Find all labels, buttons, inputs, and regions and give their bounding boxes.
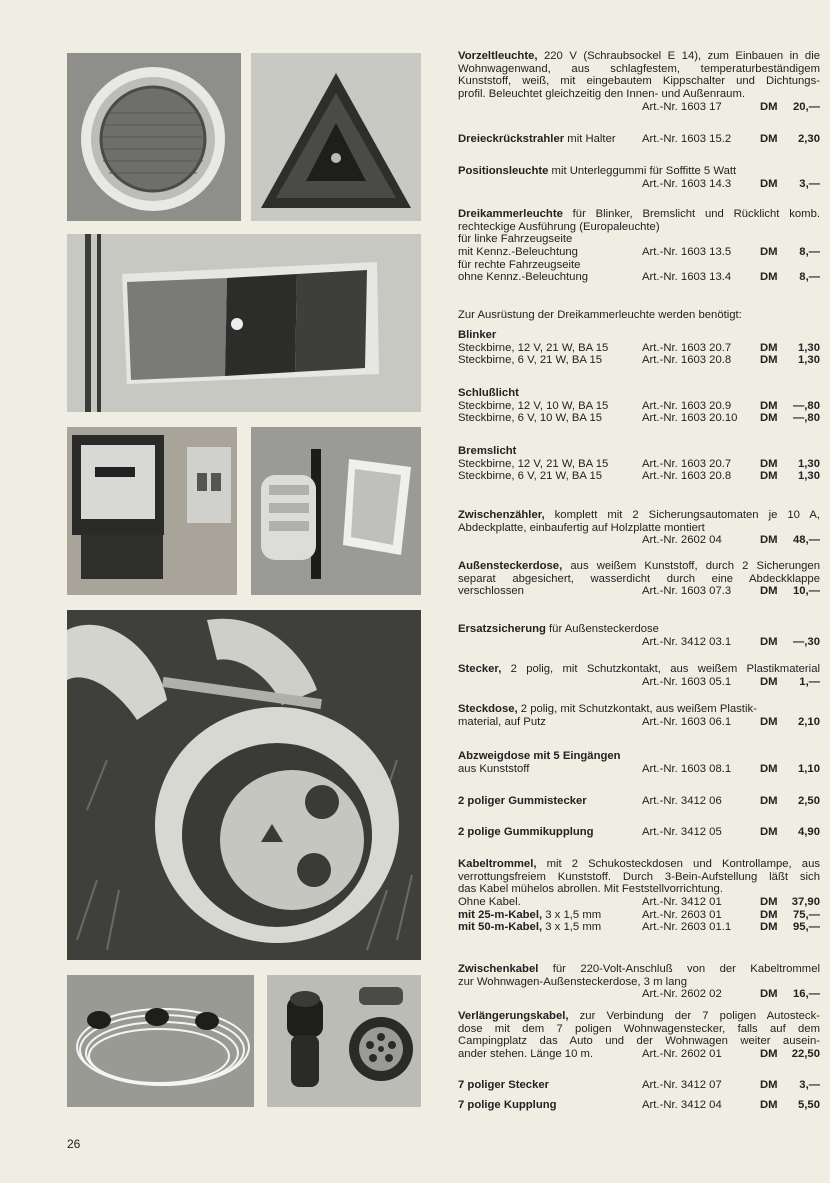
entry-line bbox=[458, 909, 820, 922]
price: 1,30 bbox=[798, 457, 820, 470]
entry-dreieck bbox=[458, 133, 820, 146]
line-description bbox=[458, 342, 608, 354]
entry-line bbox=[458, 976, 820, 989]
line-description bbox=[458, 909, 601, 921]
line-description bbox=[458, 560, 820, 572]
description-text: das Kabel mühelos abrollen. Mit Feststellvorrichtung. bbox=[458, 883, 723, 896]
price: —,30 bbox=[792, 635, 820, 648]
line-description bbox=[458, 208, 820, 220]
line-description bbox=[458, 271, 588, 283]
price: 22,50 bbox=[791, 1048, 820, 1061]
line-description bbox=[458, 1035, 820, 1047]
product-name: Positionsleuchte bbox=[458, 165, 549, 177]
description-text: verrottungsfreiem Kunststoff. Durch 3-Bein-Aufstellung läßt sich bbox=[458, 870, 820, 883]
article-number: Art.-Nr. 2602 04 bbox=[642, 534, 722, 547]
currency-label: DM bbox=[760, 246, 778, 259]
price: —,80 bbox=[792, 399, 820, 412]
line-description bbox=[458, 750, 621, 762]
line-description bbox=[458, 445, 516, 457]
entry-kabeltrommel bbox=[458, 858, 820, 934]
price: 4,90 bbox=[798, 826, 820, 838]
entry-schluss bbox=[458, 387, 820, 425]
entry-line bbox=[458, 560, 820, 573]
line-description bbox=[458, 233, 572, 245]
entry-zurausruestung bbox=[458, 309, 820, 322]
description-text: Steckbirne, 12 V, 21 W, BA 15 bbox=[458, 341, 609, 354]
entry-line bbox=[458, 354, 820, 367]
line-description bbox=[458, 522, 705, 534]
entry-line bbox=[458, 329, 820, 342]
line-description bbox=[458, 1048, 593, 1060]
currency-label: DM bbox=[760, 826, 778, 838]
line-description bbox=[458, 826, 594, 838]
entry-zwischenkabel bbox=[458, 963, 820, 1001]
entry-line bbox=[458, 509, 820, 522]
line-description bbox=[458, 585, 524, 597]
line-description bbox=[458, 63, 820, 75]
entry-brems bbox=[458, 445, 820, 483]
entry-line bbox=[458, 50, 820, 63]
entry-line bbox=[458, 522, 820, 535]
line-description bbox=[458, 1079, 549, 1091]
description-text: mit Kennz.-Beleuchtung bbox=[458, 246, 578, 259]
description-text: dose mit dem 7 poligen Wohnwagenstecker, falls auf dem bbox=[458, 1022, 820, 1035]
entry-line bbox=[458, 342, 820, 355]
entry-line bbox=[458, 1023, 820, 1036]
line-description bbox=[458, 703, 757, 715]
description-text: für rechte Fahrzeugseite bbox=[458, 258, 581, 271]
description-text: 220 V (Schraubsockel E 14), zum Einbauen in die bbox=[537, 50, 820, 62]
line-description bbox=[458, 470, 602, 482]
entry-line bbox=[458, 208, 820, 221]
price: 20,— bbox=[792, 100, 820, 113]
entry-line bbox=[458, 1048, 820, 1061]
entry-line bbox=[458, 871, 820, 884]
line-description bbox=[458, 573, 820, 585]
product-name: Ersatzsicherung bbox=[458, 623, 546, 635]
price: 75,— bbox=[792, 908, 820, 921]
description-text: Steckbirne, 6 V, 10 W, BA 15 bbox=[458, 412, 603, 425]
photo-kabeltrommel bbox=[67, 610, 421, 960]
description-text: ohne Kennz.-Beleuchtung bbox=[458, 271, 589, 284]
article-number: Art.-Nr. 1603 20.7 bbox=[642, 457, 732, 470]
line-description bbox=[458, 976, 687, 988]
entry-siebenkupplung bbox=[458, 1099, 820, 1112]
currency-label: DM bbox=[760, 585, 778, 598]
price: 2,10 bbox=[798, 715, 820, 728]
description-text: 3 x 1,5 mm bbox=[542, 921, 602, 934]
price: 3,— bbox=[799, 177, 820, 190]
entry-line bbox=[458, 271, 820, 284]
entry-zaehler bbox=[458, 509, 820, 547]
photo-siebenpolig-stecker-kupplung bbox=[267, 975, 421, 1107]
entry-line bbox=[458, 963, 820, 976]
entry-line bbox=[458, 412, 820, 425]
line-description bbox=[458, 412, 602, 424]
currency-label: DM bbox=[760, 133, 778, 145]
currency-label: DM bbox=[760, 1079, 778, 1091]
entry-line bbox=[458, 896, 820, 909]
product-name: Abzweigdose mit 5 Eingängen bbox=[458, 750, 621, 762]
entry-line bbox=[458, 826, 820, 839]
line-description bbox=[458, 623, 659, 635]
photo-dreikammerleuchte bbox=[67, 234, 421, 412]
article-number: Art.-Nr. 3412 06 bbox=[642, 795, 722, 807]
description-text: Steckbirne, 12 V, 21 W, BA 15 bbox=[458, 457, 609, 470]
description-text: Abdeckplatte, einbaufertig auf Holzplatte montiert bbox=[458, 521, 705, 534]
product-name: 2 poliger Gummistecker bbox=[458, 795, 587, 807]
price: 2,30 bbox=[798, 133, 820, 145]
currency-label: DM bbox=[760, 1099, 778, 1111]
line-description bbox=[458, 246, 578, 258]
entry-gummikupplung bbox=[458, 826, 820, 839]
entry-line bbox=[458, 259, 820, 272]
line-description bbox=[458, 221, 660, 233]
entry-line bbox=[458, 573, 820, 586]
entry-line bbox=[458, 178, 820, 191]
entry-line bbox=[458, 676, 820, 689]
article-number: Art.-Nr. 3412 04 bbox=[642, 1099, 722, 1111]
description-text: Campingplatz das Auto und der Wohnwagen weiter ausein- bbox=[458, 1035, 820, 1048]
description-text: zur Verbindung der 7 poligen Autosteck- bbox=[568, 1010, 820, 1022]
line-description bbox=[458, 663, 820, 675]
currency-label: DM bbox=[760, 271, 778, 284]
currency-label: DM bbox=[760, 635, 778, 648]
article-number: Art.-Nr. 1603 08.1 bbox=[642, 762, 732, 775]
product-name: Zwischenzähler, bbox=[458, 509, 545, 521]
description-text: 2 polig, mit Schutzkontakt, aus weißem Plastik- bbox=[517, 703, 757, 715]
entry-line bbox=[458, 63, 820, 76]
entry-vorzelt bbox=[458, 50, 820, 113]
line-description bbox=[458, 400, 608, 412]
line-description bbox=[458, 963, 820, 975]
price: 10,— bbox=[792, 585, 820, 598]
entry-line bbox=[458, 763, 820, 776]
description-text: Zur Ausrüstung der Dreikammerleuchte werden benötigt: bbox=[458, 309, 742, 321]
article-number: Art.-Nr. 3412 01 bbox=[642, 896, 722, 909]
line-description bbox=[458, 1099, 557, 1111]
line-description bbox=[458, 716, 546, 728]
entry-line bbox=[458, 165, 820, 178]
product-name: Dreikammerleuchte bbox=[458, 208, 563, 220]
price: 8,— bbox=[799, 271, 820, 284]
article-number: Art.-Nr. 1603 20.9 bbox=[642, 399, 732, 412]
currency-label: DM bbox=[760, 534, 778, 547]
line-description bbox=[458, 75, 820, 87]
entry-line bbox=[458, 387, 820, 400]
description-text: Wohnwagenwand, aus schlagfestem, temperaturbeständigem bbox=[458, 62, 820, 75]
description-text: Steckbirne, 12 V, 10 W, BA 15 bbox=[458, 399, 609, 412]
price: 48,— bbox=[792, 534, 820, 547]
article-number: Art.-Nr. 2602 02 bbox=[642, 988, 722, 1001]
entry-line bbox=[458, 883, 820, 896]
line-description bbox=[458, 133, 616, 145]
price: 1,30 bbox=[798, 470, 820, 483]
product-name: Außensteckerdose, bbox=[458, 560, 563, 572]
entry-line bbox=[458, 716, 820, 729]
photo-zwischenzaehler bbox=[67, 427, 237, 595]
entry-line bbox=[458, 470, 820, 483]
description-text: Steckbirne, 6 V, 21 W, BA 15 bbox=[458, 470, 603, 483]
currency-label: DM bbox=[760, 921, 778, 934]
line-description bbox=[458, 259, 580, 271]
description-text: profil. Beleuchtet gleichzeitig den Innen- und Außenraum. bbox=[458, 88, 745, 101]
description-text: separat abgesichert, wasserdicht durch eine Abdeckklappe bbox=[458, 572, 820, 585]
product-name: Vorzeltleuchte, bbox=[458, 50, 538, 62]
product-name: Zwischenkabel bbox=[458, 963, 539, 975]
article-number: Art.-Nr. 1603 07.3 bbox=[642, 585, 732, 598]
description-text: für Außensteckerdose bbox=[545, 623, 659, 635]
entry-line bbox=[458, 1099, 820, 1112]
entry-line bbox=[458, 445, 820, 458]
entry-line bbox=[458, 1010, 820, 1023]
price: 1,30 bbox=[798, 354, 820, 367]
entry-line bbox=[458, 795, 820, 808]
currency-label: DM bbox=[760, 341, 778, 354]
article-number: Art.-Nr. 2603 01.1 bbox=[642, 921, 732, 934]
price: 8,— bbox=[799, 246, 820, 259]
currency-label: DM bbox=[760, 896, 778, 909]
entry-line bbox=[458, 400, 820, 413]
product-name: Verlängerungskabel, bbox=[458, 1010, 569, 1022]
line-description bbox=[458, 387, 519, 399]
description-text: ander stehen. Länge 10 m. bbox=[458, 1048, 594, 1061]
photo-vorzeltleuchte bbox=[67, 53, 241, 221]
currency-label: DM bbox=[760, 100, 778, 113]
product-name: 7 poliger Stecker bbox=[458, 1079, 550, 1091]
line-description bbox=[458, 795, 587, 807]
entry-line bbox=[458, 309, 820, 322]
article-number: Art.-Nr. 3412 05 bbox=[642, 826, 722, 838]
price: 1,10 bbox=[798, 762, 820, 775]
article-number: Art.-Nr. 1603 20.8 bbox=[642, 354, 732, 367]
line-description bbox=[458, 871, 820, 883]
line-description bbox=[458, 763, 529, 775]
currency-label: DM bbox=[760, 1048, 778, 1061]
product-name: 7 polige Kupplung bbox=[458, 1099, 557, 1111]
product-name: Stecker, bbox=[458, 663, 502, 675]
entry-line bbox=[458, 623, 820, 636]
description-text: aus Kunststoff bbox=[458, 762, 530, 775]
description-text: 2 polig, mit Schutzkontakt, aus weißem Plastikmaterial bbox=[501, 663, 820, 675]
price: 5,50 bbox=[798, 1099, 820, 1111]
article-number: Art.-Nr. 1603 05.1 bbox=[642, 675, 732, 688]
product-name: Bremslicht bbox=[458, 445, 517, 457]
entry-line bbox=[458, 458, 820, 471]
line-description bbox=[458, 1023, 820, 1035]
currency-label: DM bbox=[760, 412, 778, 425]
entry-blinker bbox=[458, 329, 820, 367]
entry-gummistecker bbox=[458, 795, 820, 808]
entry-line bbox=[458, 585, 820, 598]
entry-line bbox=[458, 75, 820, 88]
price: 37,90 bbox=[791, 896, 820, 909]
currency-label: DM bbox=[760, 177, 778, 190]
entry-line bbox=[458, 221, 820, 234]
currency-label: DM bbox=[760, 795, 778, 807]
price: 1,30 bbox=[798, 341, 820, 354]
photo-verlaengerungskabel bbox=[67, 975, 254, 1107]
entry-line bbox=[458, 858, 820, 871]
product-name: mit 25-m-Kabel, bbox=[458, 908, 543, 921]
product-name: Kabeltrommel, bbox=[458, 858, 537, 870]
entry-line bbox=[458, 703, 820, 716]
description-text: 3 x 1,5 mm bbox=[542, 908, 602, 921]
currency-label: DM bbox=[760, 988, 778, 1001]
entry-aussensteck bbox=[458, 560, 820, 598]
price: —,80 bbox=[792, 412, 820, 425]
article-number: Art.-Nr. 1603 14.3 bbox=[642, 177, 732, 190]
entry-ersatz bbox=[458, 623, 820, 648]
article-number: Art.-Nr. 1603 13.4 bbox=[642, 271, 732, 284]
product-name: mit 50-m-Kabel, bbox=[458, 921, 543, 934]
entry-line bbox=[458, 1035, 820, 1048]
line-description bbox=[458, 88, 745, 100]
entry-line bbox=[458, 1079, 820, 1092]
description-text: für Blinker, Bremslicht und Rücklicht komb. bbox=[562, 208, 820, 220]
product-name: Steckdose, bbox=[458, 703, 518, 715]
description-text: rechteckige Ausführung (Europaleuchte) bbox=[458, 220, 660, 233]
entry-line bbox=[458, 750, 820, 763]
currency-label: DM bbox=[760, 470, 778, 483]
article-number: Art.-Nr. 3412 03.1 bbox=[642, 635, 732, 648]
entry-line bbox=[458, 246, 820, 259]
photo-dreieckrueckstrahler bbox=[251, 53, 421, 221]
line-description bbox=[458, 896, 521, 908]
description-text: mit Halter bbox=[564, 133, 616, 145]
product-name: Dreieckrückstrahler bbox=[458, 133, 565, 145]
entry-line bbox=[458, 133, 820, 146]
description-text: Ohne Kabel. bbox=[458, 896, 521, 909]
line-description bbox=[458, 858, 820, 870]
article-number: Art.-Nr. 2602 01 bbox=[642, 1048, 722, 1061]
currency-label: DM bbox=[760, 908, 778, 921]
entry-line bbox=[458, 88, 820, 101]
description-text: komplett mit 2 Sicherungsautomaten je 10 A, bbox=[544, 509, 820, 521]
entry-line bbox=[458, 921, 820, 934]
price: 2,50 bbox=[798, 795, 820, 807]
line-description bbox=[458, 883, 723, 895]
article-number: Art.-Nr. 2603 01 bbox=[642, 908, 722, 921]
description-text: Steckbirne, 6 V, 21 W, BA 15 bbox=[458, 354, 603, 367]
entry-abzweig bbox=[458, 750, 820, 775]
photo-aussensteckerdose bbox=[251, 427, 421, 595]
article-number: Art.-Nr. 1603 15.2 bbox=[642, 133, 732, 145]
entry-line bbox=[458, 534, 820, 547]
article-number: Art.-Nr. 1603 20.7 bbox=[642, 341, 732, 354]
line-description bbox=[458, 354, 602, 366]
entry-dreikammer bbox=[458, 208, 820, 284]
entry-line bbox=[458, 636, 820, 649]
description-text: für linke Fahrzeugseite bbox=[458, 233, 573, 246]
article-number: Art.-Nr. 1603 17 bbox=[642, 100, 722, 113]
entry-line bbox=[458, 988, 820, 1001]
price: 3,— bbox=[799, 1079, 820, 1091]
currency-label: DM bbox=[760, 399, 778, 412]
line-description bbox=[458, 1010, 820, 1022]
line-description bbox=[458, 309, 742, 321]
line-description bbox=[458, 509, 820, 521]
article-number: Art.-Nr. 3412 07 bbox=[642, 1079, 722, 1091]
line-description bbox=[458, 921, 601, 933]
article-number: Art.-Nr. 1603 20.10 bbox=[642, 412, 738, 425]
description-text: material, auf Putz bbox=[458, 715, 546, 728]
currency-label: DM bbox=[760, 354, 778, 367]
description-text: zur Wohnwagen-Außensteckerdose, 3 m lang bbox=[458, 975, 687, 988]
entry-verlaengerung bbox=[458, 1010, 820, 1061]
description-text: Kunststoff, weiß, mit eingebautem Kippschalter und Dichtungs- bbox=[458, 75, 820, 88]
entry-steckdose bbox=[458, 703, 820, 728]
article-number: Art.-Nr. 1603 06.1 bbox=[642, 715, 732, 728]
entry-stecker bbox=[458, 663, 820, 688]
currency-label: DM bbox=[760, 675, 778, 688]
description-text: verschlossen bbox=[458, 585, 524, 598]
entry-line bbox=[458, 101, 820, 114]
price: 16,— bbox=[792, 988, 820, 1001]
product-name: Schlußlicht bbox=[458, 387, 519, 399]
entry-siebenstecker bbox=[458, 1079, 820, 1092]
description-text: aus weißem Kunststoff, durch 2 Sicherungen bbox=[562, 560, 820, 572]
product-name: Blinker bbox=[458, 329, 497, 341]
price: 1,— bbox=[799, 675, 820, 688]
entry-position bbox=[458, 165, 820, 190]
currency-label: DM bbox=[760, 715, 778, 728]
article-number: Art.-Nr. 1603 20.8 bbox=[642, 470, 732, 483]
line-description bbox=[458, 458, 608, 470]
line-description bbox=[458, 50, 820, 62]
page-number: 26 bbox=[67, 1137, 81, 1151]
product-name: 2 polige Gummikupplung bbox=[458, 826, 594, 838]
description-text: mit Unterleggummi für Soffitte 5 Watt bbox=[548, 165, 737, 177]
article-number: Art.-Nr. 1603 13.5 bbox=[642, 246, 732, 259]
entry-line bbox=[458, 663, 820, 676]
currency-label: DM bbox=[760, 457, 778, 470]
entry-line bbox=[458, 233, 820, 246]
line-description bbox=[458, 329, 496, 341]
line-description bbox=[458, 165, 736, 177]
description-text: für 220-Volt-Anschluß von der Kabeltrommel bbox=[538, 963, 820, 975]
currency-label: DM bbox=[760, 762, 778, 775]
price: 95,— bbox=[792, 921, 820, 934]
description-text: mit 2 Schukosteckdosen und Kontrollampe, aus bbox=[536, 858, 820, 870]
